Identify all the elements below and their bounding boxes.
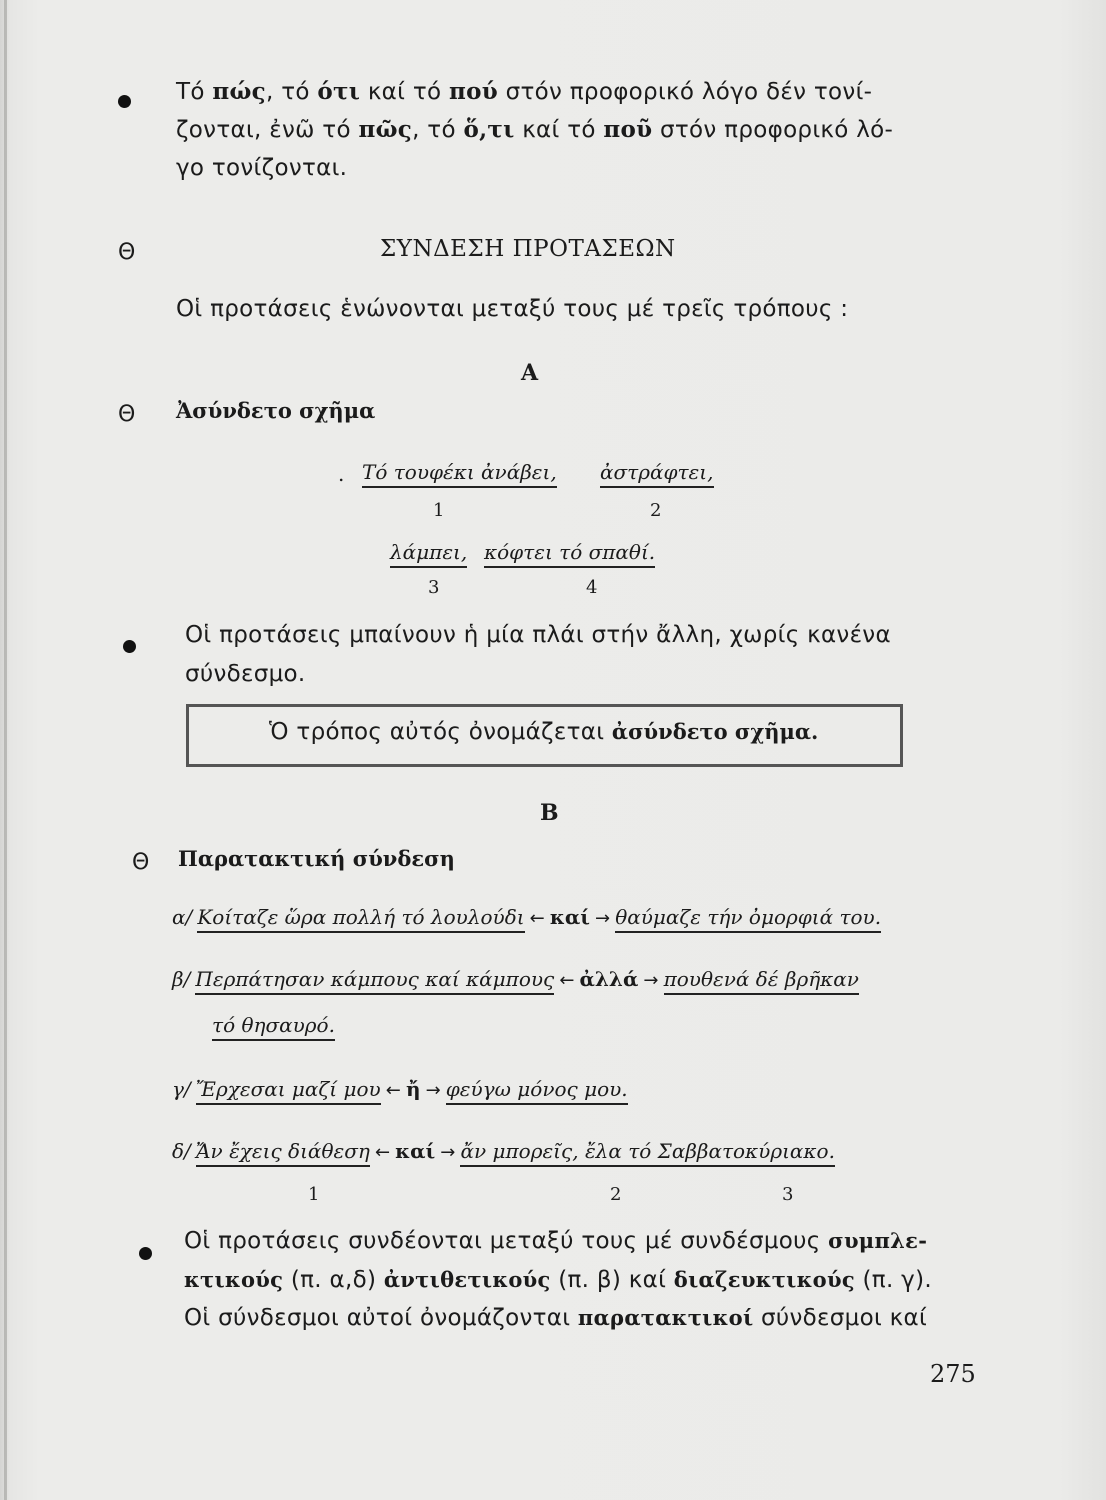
- bold-word: πώς: [212, 78, 266, 105]
- arrow-left-icon: ←: [559, 970, 575, 991]
- clause-number: 3: [428, 577, 440, 598]
- clause-left: Ἔρχεσαι μαζί μου: [196, 1077, 381, 1105]
- clause-right: θαύμαζε τήν ὀμορφιά του.: [615, 905, 881, 933]
- text: (π. β) καί: [550, 1267, 674, 1293]
- conjunction: καί: [395, 1139, 436, 1163]
- clause-4: κόφτει τό σπαθί.: [484, 540, 655, 568]
- bold-term: συμπλε-: [828, 1228, 928, 1253]
- part-a-heading: Ἀσύνδετο σχῆμα: [176, 398, 376, 423]
- section-title: ΣΥΝΔΕΣΗ ΠΡΟΤΑΣΕΩΝ: [380, 236, 676, 262]
- example-label: α/: [172, 905, 193, 929]
- clause-left: Κοίταζε ὥρα πολλή τό λουλούδι: [197, 905, 524, 933]
- clause-right-continued: τό θησαυρό.: [212, 1013, 335, 1041]
- theta-marker: Θ: [118, 240, 136, 265]
- bold-word: ότι: [317, 78, 361, 105]
- arrow-right-icon: →: [595, 908, 611, 929]
- arrow-left-icon: ←: [374, 1142, 391, 1163]
- conjunction: ἤ: [405, 1077, 421, 1101]
- bullet-icon: [118, 95, 131, 108]
- arrow-right-icon: →: [643, 970, 659, 991]
- example-row: [172, 905, 881, 929]
- page-number: 275: [930, 1360, 976, 1388]
- arrow-right-icon: →: [440, 1142, 456, 1163]
- text: καί τό: [514, 117, 604, 143]
- text: (π. α,δ): [283, 1267, 384, 1293]
- clause-number: 4: [586, 577, 598, 598]
- text: , τό: [265, 79, 318, 105]
- theta-marker: Θ: [132, 850, 150, 875]
- clause-3: λάμπει,: [390, 540, 467, 568]
- text: καί τό: [360, 79, 449, 105]
- text: Οἱ προτάσεις συνδέονται μεταξύ τους μέ συνδέσμους: [184, 1228, 829, 1254]
- arrow-right-icon: →: [425, 1080, 441, 1101]
- bold-word: ποῦ: [603, 116, 653, 143]
- definition-text: [269, 719, 818, 745]
- part-a-note-line-2: σύνδεσμο.: [185, 661, 306, 687]
- text: Τό: [176, 79, 213, 105]
- final-note-line-2: [184, 1267, 932, 1293]
- clause-right: πουθενά δέ βρῆκαν: [664, 967, 859, 995]
- clause-right: ἄν μπορεῖς, ἔλα τό Σαββατοκύριακο.: [460, 1139, 834, 1167]
- example-row: [172, 967, 859, 991]
- note-line-1: [176, 78, 872, 105]
- bold-term: ἀντιθετικούς: [383, 1267, 551, 1292]
- text: , τό: [412, 117, 464, 143]
- part-b-heading: Παρατακτική σύνδεση: [178, 846, 455, 871]
- example-label: γ/: [172, 1077, 191, 1101]
- text: Ὁ τρόπος αὐτός ὀνομάζεται: [269, 719, 612, 745]
- example-label: δ/: [172, 1139, 191, 1163]
- bold-word: πού: [448, 78, 499, 105]
- clause-right: φεύγω μόνος μου.: [446, 1077, 628, 1105]
- definition-box: [186, 704, 903, 767]
- bold-term: κτικούς: [184, 1267, 284, 1292]
- bullet-icon: [139, 1247, 152, 1260]
- example-label: β/: [172, 967, 191, 991]
- clause-number: 2: [610, 1184, 622, 1205]
- text: ζονται, ἐνῶ τό: [176, 117, 359, 143]
- part-a-note-line-1: Οἱ προτάσεις μπαίνουν ἡ μία πλάι στήν ἄλλη, χωρίς κανένα: [185, 622, 891, 648]
- arrow-left-icon: ←: [385, 1080, 401, 1101]
- bold-word: ὅ,τι: [463, 116, 515, 143]
- part-a-letter: Α: [521, 360, 539, 386]
- section-intro: Οἱ προτάσεις ἑνώνονται μεταξύ τους μέ τρεῖς τρόπους :: [176, 296, 849, 322]
- clause-number: 1: [308, 1184, 320, 1205]
- clause-2: ἀστράφτει,: [600, 460, 714, 488]
- text: Οἱ σύνδεσμοι αὐτοί ὀνομάζονται: [184, 1305, 578, 1331]
- text: στόν προφορικό λό-: [652, 117, 894, 143]
- clause-number: 1: [433, 500, 445, 521]
- page-edge: [4, 0, 7, 1500]
- conjunction: ἀλλά: [579, 967, 639, 991]
- note-line-3: γο τονίζονται.: [176, 155, 348, 181]
- clause-number: 3: [782, 1184, 794, 1205]
- text: στόν προφορικό λόγο δέν τονί-: [498, 79, 873, 105]
- bold-term: παρατακτικοί: [577, 1305, 754, 1330]
- note-line-2: [176, 116, 893, 143]
- bullet-icon: [123, 640, 136, 653]
- final-note-line-3: [184, 1305, 927, 1331]
- bold-word: πῶς: [358, 116, 413, 143]
- bold-term: διαζευκτικούς: [673, 1267, 855, 1292]
- example-row: [172, 1139, 835, 1163]
- arrow-left-icon: ←: [529, 908, 545, 929]
- clause-left: Περπάτησαν κάμπους καί κάμπους: [195, 967, 554, 995]
- theta-marker: Θ: [118, 402, 136, 427]
- text: σύνδεσμοι καί: [753, 1305, 928, 1331]
- bold-term: ἀσύνδετο σχῆμα.: [611, 719, 819, 744]
- dot-mark: .: [338, 462, 345, 486]
- example-row: [172, 1077, 628, 1101]
- clause-number: 2: [650, 500, 662, 521]
- final-note-line-1: [184, 1228, 927, 1254]
- text: (π. γ).: [854, 1267, 932, 1293]
- part-b-letter: Β: [540, 800, 559, 826]
- conjunction: καί: [549, 905, 590, 929]
- clause-1: Τό τουφέκι ἀνάβει,: [362, 460, 557, 488]
- clause-left: Ἄν ἔχεις διάθεση: [196, 1139, 370, 1167]
